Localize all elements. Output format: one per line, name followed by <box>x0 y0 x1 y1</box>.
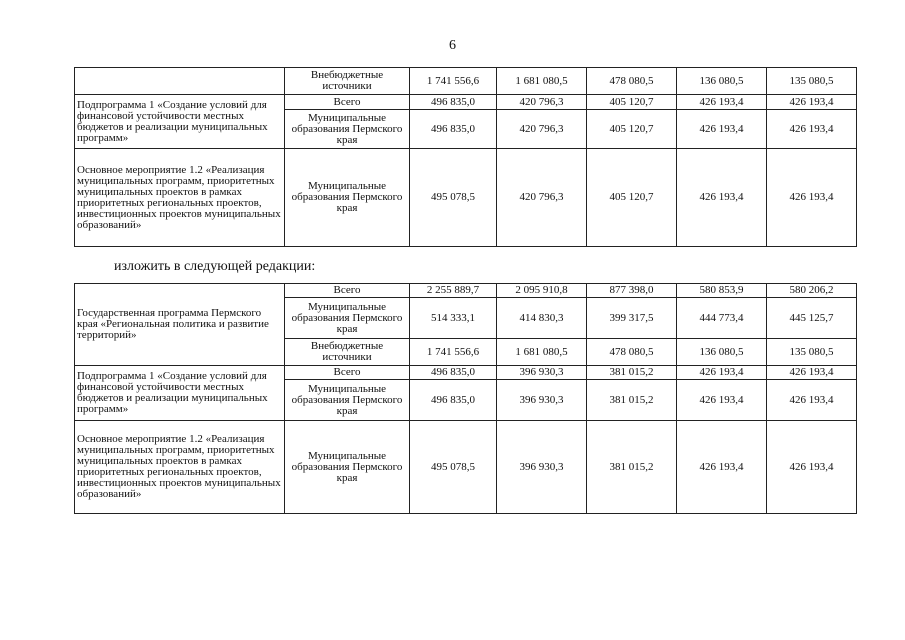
value-cell: 381 015,2 <box>587 380 677 421</box>
value-cell: 405 120,7 <box>587 110 677 149</box>
value-cell: 514 333,1 <box>410 298 497 339</box>
table-row <box>75 149 857 247</box>
program-name-cell: Подпрограмма 1 «Создание условий для финансовой устойчивости местных бюджетов и реализации муниципальных программ» <box>75 366 285 421</box>
value-cell: 420 796,3 <box>497 149 587 247</box>
value-cell: 496 835,0 <box>410 380 497 421</box>
value-cell: 426 193,4 <box>767 380 857 421</box>
table-row <box>75 366 857 380</box>
table-row <box>75 68 857 95</box>
value-cell: 444 773,4 <box>677 298 767 339</box>
funding-source-cell: Внебюджетные источники <box>285 68 410 95</box>
page-number: 6 <box>449 38 456 53</box>
value-cell: 426 193,4 <box>677 110 767 149</box>
value-cell: 426 193,4 <box>767 95 857 110</box>
value-cell: 396 930,3 <box>497 421 587 514</box>
value-cell: 396 930,3 <box>497 380 587 421</box>
funding-source-cell: Внебюджетные источники <box>285 339 410 366</box>
value-cell: 399 317,5 <box>587 298 677 339</box>
value-cell: 420 796,3 <box>497 95 587 110</box>
value-cell: 496 835,0 <box>410 366 497 380</box>
value-cell: 135 080,5 <box>767 68 857 95</box>
value-cell: 495 078,5 <box>410 149 497 247</box>
funding-source-cell: Всего <box>285 366 410 380</box>
program-name-cell: Подпрограмма 1 «Создание условий для финансовой устойчивости местных бюджетов и реализации муниципальных программ» <box>75 95 285 149</box>
value-cell: 381 015,2 <box>587 421 677 514</box>
value-cell: 1 681 080,5 <box>497 339 587 366</box>
value-cell: 414 830,3 <box>497 298 587 339</box>
value-cell: 580 206,2 <box>767 284 857 298</box>
value-cell: 135 080,5 <box>767 339 857 366</box>
value-cell: 580 853,9 <box>677 284 767 298</box>
value-cell: 478 080,5 <box>587 68 677 95</box>
value-cell: 381 015,2 <box>587 366 677 380</box>
value-cell: 496 835,0 <box>410 95 497 110</box>
value-cell: 426 193,4 <box>767 110 857 149</box>
budget-table-old <box>74 67 857 247</box>
table-row <box>75 284 857 298</box>
program-name-cell: Основное мероприятие 1.2 «Реализация муниципальных программ, приоритетных муниципальных проектов в рамках приоритетных региональных проектов, инвестиционных проектов муниципальных образований» <box>75 421 285 514</box>
value-cell: 426 193,4 <box>767 366 857 380</box>
program-name-cell: Основное мероприятие 1.2 «Реализация муниципальных программ, приоритетных муниципальных проектов в рамках приоритетных региональных проектов, инвестиционных проектов муниципальных образований» <box>75 149 285 247</box>
value-cell: 495 078,5 <box>410 421 497 514</box>
funding-source-cell: Муниципальные образования Пермского края <box>285 298 410 339</box>
program-name-cell: Государственная программа Пермского края «Региональная политика и развитие территорий» <box>75 284 285 366</box>
value-cell: 426 193,4 <box>677 366 767 380</box>
instruction-text: изложить в следующей редакции: <box>114 259 316 274</box>
value-cell: 426 193,4 <box>677 380 767 421</box>
value-cell: 420 796,3 <box>497 110 587 149</box>
program-name-cell <box>75 68 285 95</box>
value-cell: 2 095 910,8 <box>497 284 587 298</box>
table-row <box>75 95 857 110</box>
value-cell: 426 193,4 <box>677 95 767 110</box>
value-cell: 396 930,3 <box>497 366 587 380</box>
value-cell: 426 193,4 <box>767 149 857 247</box>
budget-table-new <box>74 283 857 514</box>
value-cell: 136 080,5 <box>677 339 767 366</box>
value-cell: 1 681 080,5 <box>497 68 587 95</box>
value-cell: 426 193,4 <box>767 421 857 514</box>
funding-source-cell: Муниципальные образования Пермского края <box>285 110 410 149</box>
value-cell: 426 193,4 <box>677 149 767 247</box>
funding-source-cell: Всего <box>285 284 410 298</box>
value-cell: 877 398,0 <box>587 284 677 298</box>
value-cell: 405 120,7 <box>587 95 677 110</box>
value-cell: 496 835,0 <box>410 110 497 149</box>
table-row <box>75 421 857 514</box>
value-cell: 445 125,7 <box>767 298 857 339</box>
value-cell: 405 120,7 <box>587 149 677 247</box>
funding-source-cell: Всего <box>285 95 410 110</box>
value-cell: 426 193,4 <box>677 421 767 514</box>
value-cell: 478 080,5 <box>587 339 677 366</box>
funding-source-cell: Муниципальные образования Пермского края <box>285 380 410 421</box>
value-cell: 1 741 556,6 <box>410 339 497 366</box>
value-cell: 1 741 556,6 <box>410 68 497 95</box>
funding-source-cell: Муниципальные образования Пермского края <box>285 149 410 247</box>
value-cell: 2 255 889,7 <box>410 284 497 298</box>
value-cell: 136 080,5 <box>677 68 767 95</box>
funding-source-cell: Муниципальные образования Пермского края <box>285 421 410 514</box>
